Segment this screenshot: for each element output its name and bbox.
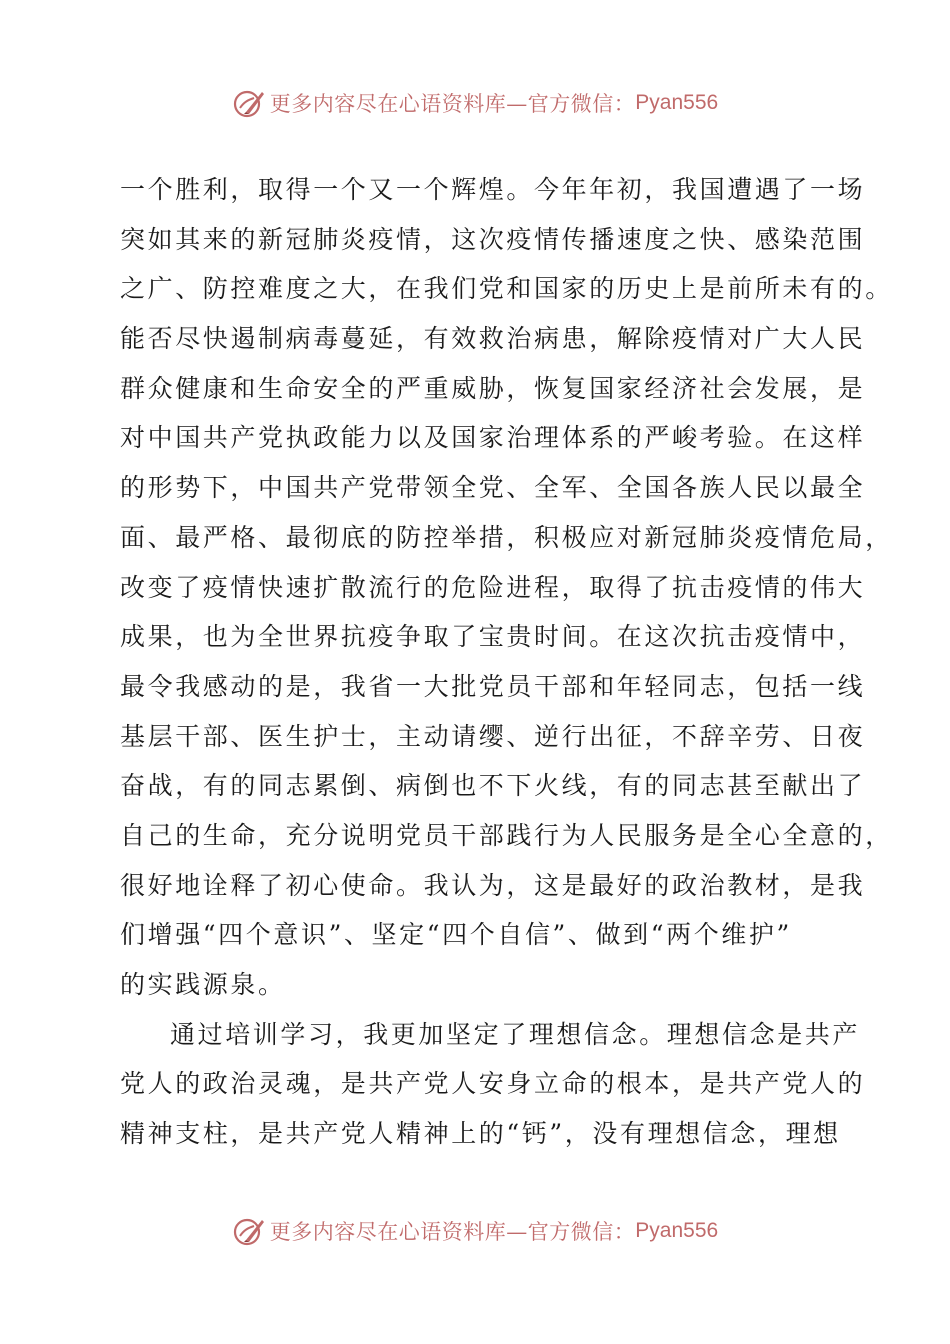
banner-wechat-id: Pyan556 xyxy=(635,91,719,114)
body-line: 自己的生命，充分说明党员干部践行为人民服务是全心全意的， xyxy=(120,820,893,850)
header-banner xyxy=(0,83,950,123)
footer-banner xyxy=(0,1211,950,1251)
banner-wechat-id: Pyan556 xyxy=(635,1219,719,1242)
banner-text: 更多内容尽在心语资料库—官方微信： xyxy=(269,92,636,116)
paragraph-start-line: 通过培训学习，我更加坚定了理想信念。理想信念是共产 xyxy=(170,1019,861,1049)
body-line: 最令我感动的是，我省一大批党员干部和年轻同志，包括一线 xyxy=(120,671,866,701)
body-line: 对中国共产党执政能力以及国家治理体系的严峻考验。在这样 xyxy=(120,423,866,453)
body-line: 很好地诠释了初心使命。我认为，这是最好的政治教材，是我 xyxy=(120,870,866,900)
body-line: 们增强“四个意识”、坚定“四个自信”、做到“两个维护” xyxy=(120,920,792,950)
body-line: 之广、防控难度之大，在我们党和国家的历史上是前所未有的。 xyxy=(120,274,893,304)
pen-logo-icon xyxy=(232,86,266,120)
pen-logo-icon xyxy=(232,1214,266,1248)
body-line: 基层干部、医生护士，主动请缨、逆行出征，不辞辛劳、日夜 xyxy=(120,721,866,751)
body-line: 改变了疫情快速扩散流行的危险进程，取得了抗击疫情的伟大 xyxy=(120,572,866,602)
body-line: 党人的政治灵魂，是共产党人安身立命的根本，是共产党人的 xyxy=(120,1069,866,1099)
body-line: 的实践源泉。 xyxy=(120,970,286,999)
body-line: 奋战，有的同志累倒、病倒也不下火线，有的同志甚至献出了 xyxy=(120,771,866,801)
body-line: 的形势下，中国共产党带领全党、全军、全国各族人民以最全 xyxy=(120,473,866,503)
body-line: 精神支柱，是共产党人精神上的“钙”，没有理想信念，理想 xyxy=(120,1119,841,1149)
document-body xyxy=(120,165,893,1159)
body-line: 一个胜利，取得一个又一个辉煌。今年年初，我国遭遇了一场 xyxy=(120,175,866,204)
banner-text: 更多内容尽在心语资料库—官方微信： xyxy=(269,1220,636,1244)
body-line: 面、最严格、最彻底的防控举措，积极应对新冠肺炎疫情危局， xyxy=(120,522,893,552)
body-line: 群众健康和生命安全的严重威胁，恢复国家经济社会发展，是 xyxy=(120,373,866,403)
body-line: 成果，也为全世界抗疫争取了宝贵时间。在这次抗击疫情中， xyxy=(120,622,866,652)
body-line: 突如其来的新冠肺炎疫情，这次疫情传播速度之快、感染范围 xyxy=(120,224,866,254)
body-line: 能否尽快遏制病毒蔓延，有效救治病患，解除疫情对广大人民 xyxy=(120,324,866,354)
